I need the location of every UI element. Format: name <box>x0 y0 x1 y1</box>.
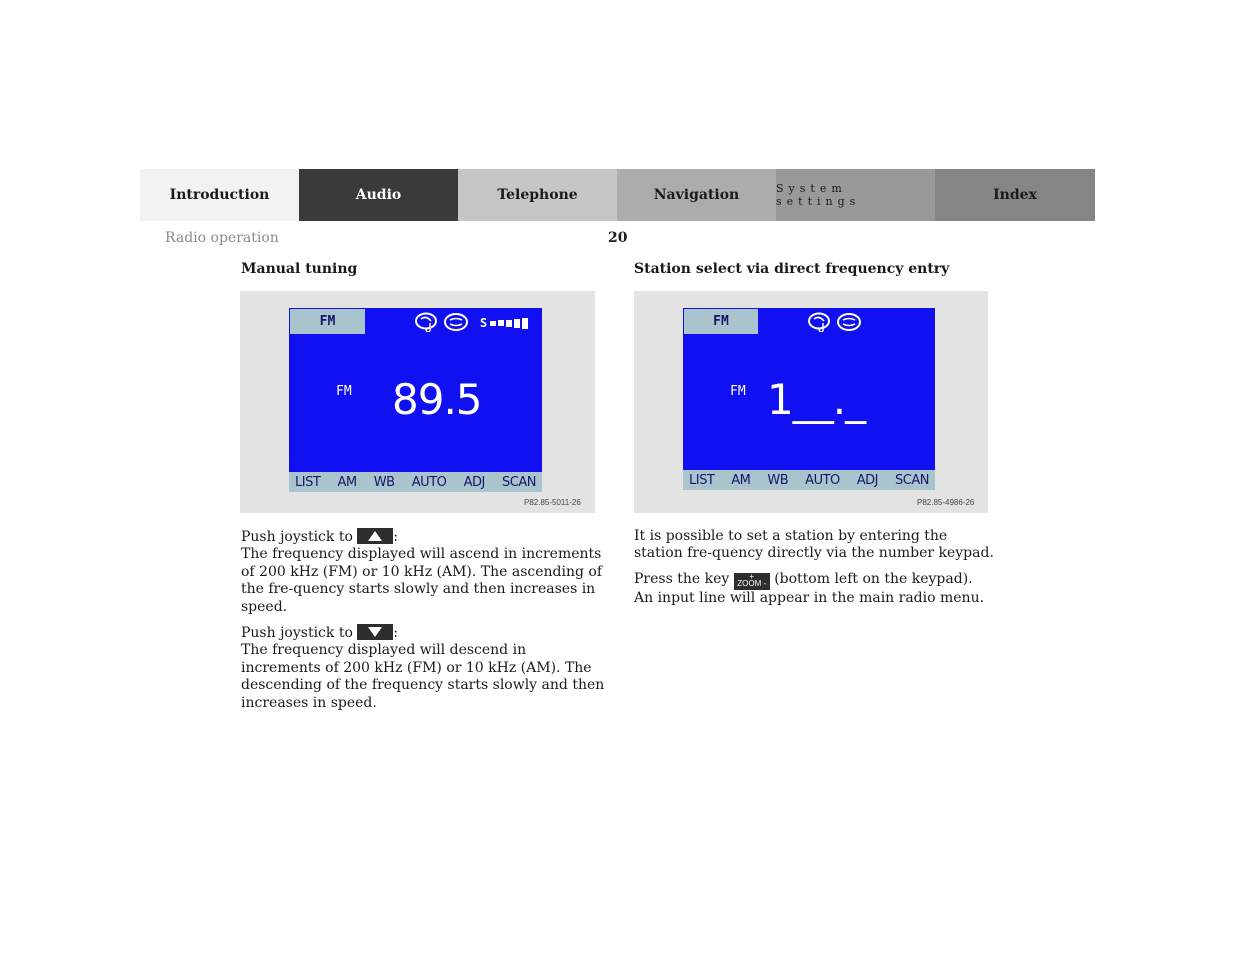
signal-strength <box>480 316 528 330</box>
image-reference: P82.85-5011-26 <box>524 498 581 507</box>
softkey-scan[interactable]: SCAN <box>502 474 536 490</box>
tab-system-settings[interactable]: System settings <box>776 169 935 221</box>
softkey-list[interactable]: LIST <box>295 474 321 490</box>
frequency-input-line: 1__._ <box>767 375 866 424</box>
direct-entry-screen <box>634 291 988 513</box>
manual-tuning-text <box>241 528 606 712</box>
softkey-am[interactable]: AM <box>731 472 751 488</box>
zoom-key-label: ZOOM - <box>737 578 767 588</box>
push-down-paragraph <box>241 624 606 712</box>
signal-bar <box>514 319 520 328</box>
traffic-program-icon <box>807 312 833 332</box>
push-down-lead: Push joystick to <box>241 625 353 642</box>
direct-entry-para2 <box>634 571 994 607</box>
signal-bar <box>490 321 496 326</box>
softkey-am[interactable]: AM <box>337 474 357 490</box>
softkey-wb[interactable]: WB <box>767 472 789 488</box>
softkey-adj[interactable]: ADJ <box>856 472 879 488</box>
joystick-up-key <box>357 528 393 544</box>
traffic-program-icon <box>414 312 440 332</box>
softkey-auto[interactable]: AUTO <box>411 474 447 490</box>
signal-bar <box>522 318 528 329</box>
zoom-key <box>734 573 770 590</box>
radio-text-icon <box>836 312 862 332</box>
band-label: FM <box>730 384 746 399</box>
tab-audio[interactable]: Audio <box>299 169 458 221</box>
signal-bar <box>498 320 504 326</box>
push-up-paragraph <box>241 528 606 616</box>
manual-tuning-heading: Manual tuning <box>241 261 358 277</box>
manual-tuning-screen <box>240 291 595 513</box>
softkey-list[interactable]: LIST <box>689 472 715 488</box>
tab-introduction[interactable]: Introduction <box>140 169 299 221</box>
tab-navigation[interactable]: Navigation <box>617 169 776 221</box>
band-tab: FM <box>290 309 365 334</box>
softkey-bar <box>289 472 542 492</box>
frequency-readout: 89.5 <box>392 375 482 424</box>
status-icons <box>414 312 469 332</box>
push-down-text: The frequency displayed will descend in increments of 200 kHz (FM) or 10 kHz (AM). The descending of the frequency starts slowly and then increases in speed. <box>241 642 605 711</box>
softkey-auto[interactable]: AUTO <box>805 472 840 488</box>
joystick-down-key <box>357 624 393 640</box>
push-up-colon: : <box>393 529 399 545</box>
status-icons <box>807 312 862 332</box>
band-tab: FM <box>684 309 758 334</box>
band-label: FM <box>336 384 352 399</box>
page-number: 20 <box>608 230 628 246</box>
zoom-key-plus: + <box>749 571 755 581</box>
section-label: Radio operation <box>165 230 279 246</box>
direct-entry-para1: It is possible to set a station by entering the station fre-quency directly via the number keypad. <box>634 528 994 562</box>
softkey-scan[interactable]: SCAN <box>895 472 929 488</box>
radio-text-icon <box>443 312 469 332</box>
para2-lead: Press the key <box>634 570 730 587</box>
softkey-wb[interactable]: WB <box>373 474 395 490</box>
push-down-colon: : <box>393 625 399 642</box>
signal-strength-label: S <box>480 316 488 330</box>
signal-bar <box>506 320 512 327</box>
para2-tail: (bottom left on the keypad). An input line will appear in the main radio menu. <box>634 570 985 606</box>
tab-index[interactable]: Index <box>935 169 1095 221</box>
push-up-text: The frequency displayed will ascend in increments of 200 kHz (FM) or 10 kHz (AM). The ascending of the fre-quency starts slowly and then increases in speed. <box>241 546 603 615</box>
push-up-lead: Push joystick to <box>241 529 353 545</box>
image-reference: P82.85-4986-26 <box>917 498 975 507</box>
softkey-bar <box>683 470 935 490</box>
direct-entry-text <box>634 528 994 607</box>
chapter-tabs <box>140 169 1095 221</box>
softkey-adj[interactable]: ADJ <box>463 474 485 490</box>
tab-telephone[interactable]: Telephone <box>458 169 617 221</box>
direct-entry-heading: Station select via direct frequency entry <box>634 261 950 277</box>
